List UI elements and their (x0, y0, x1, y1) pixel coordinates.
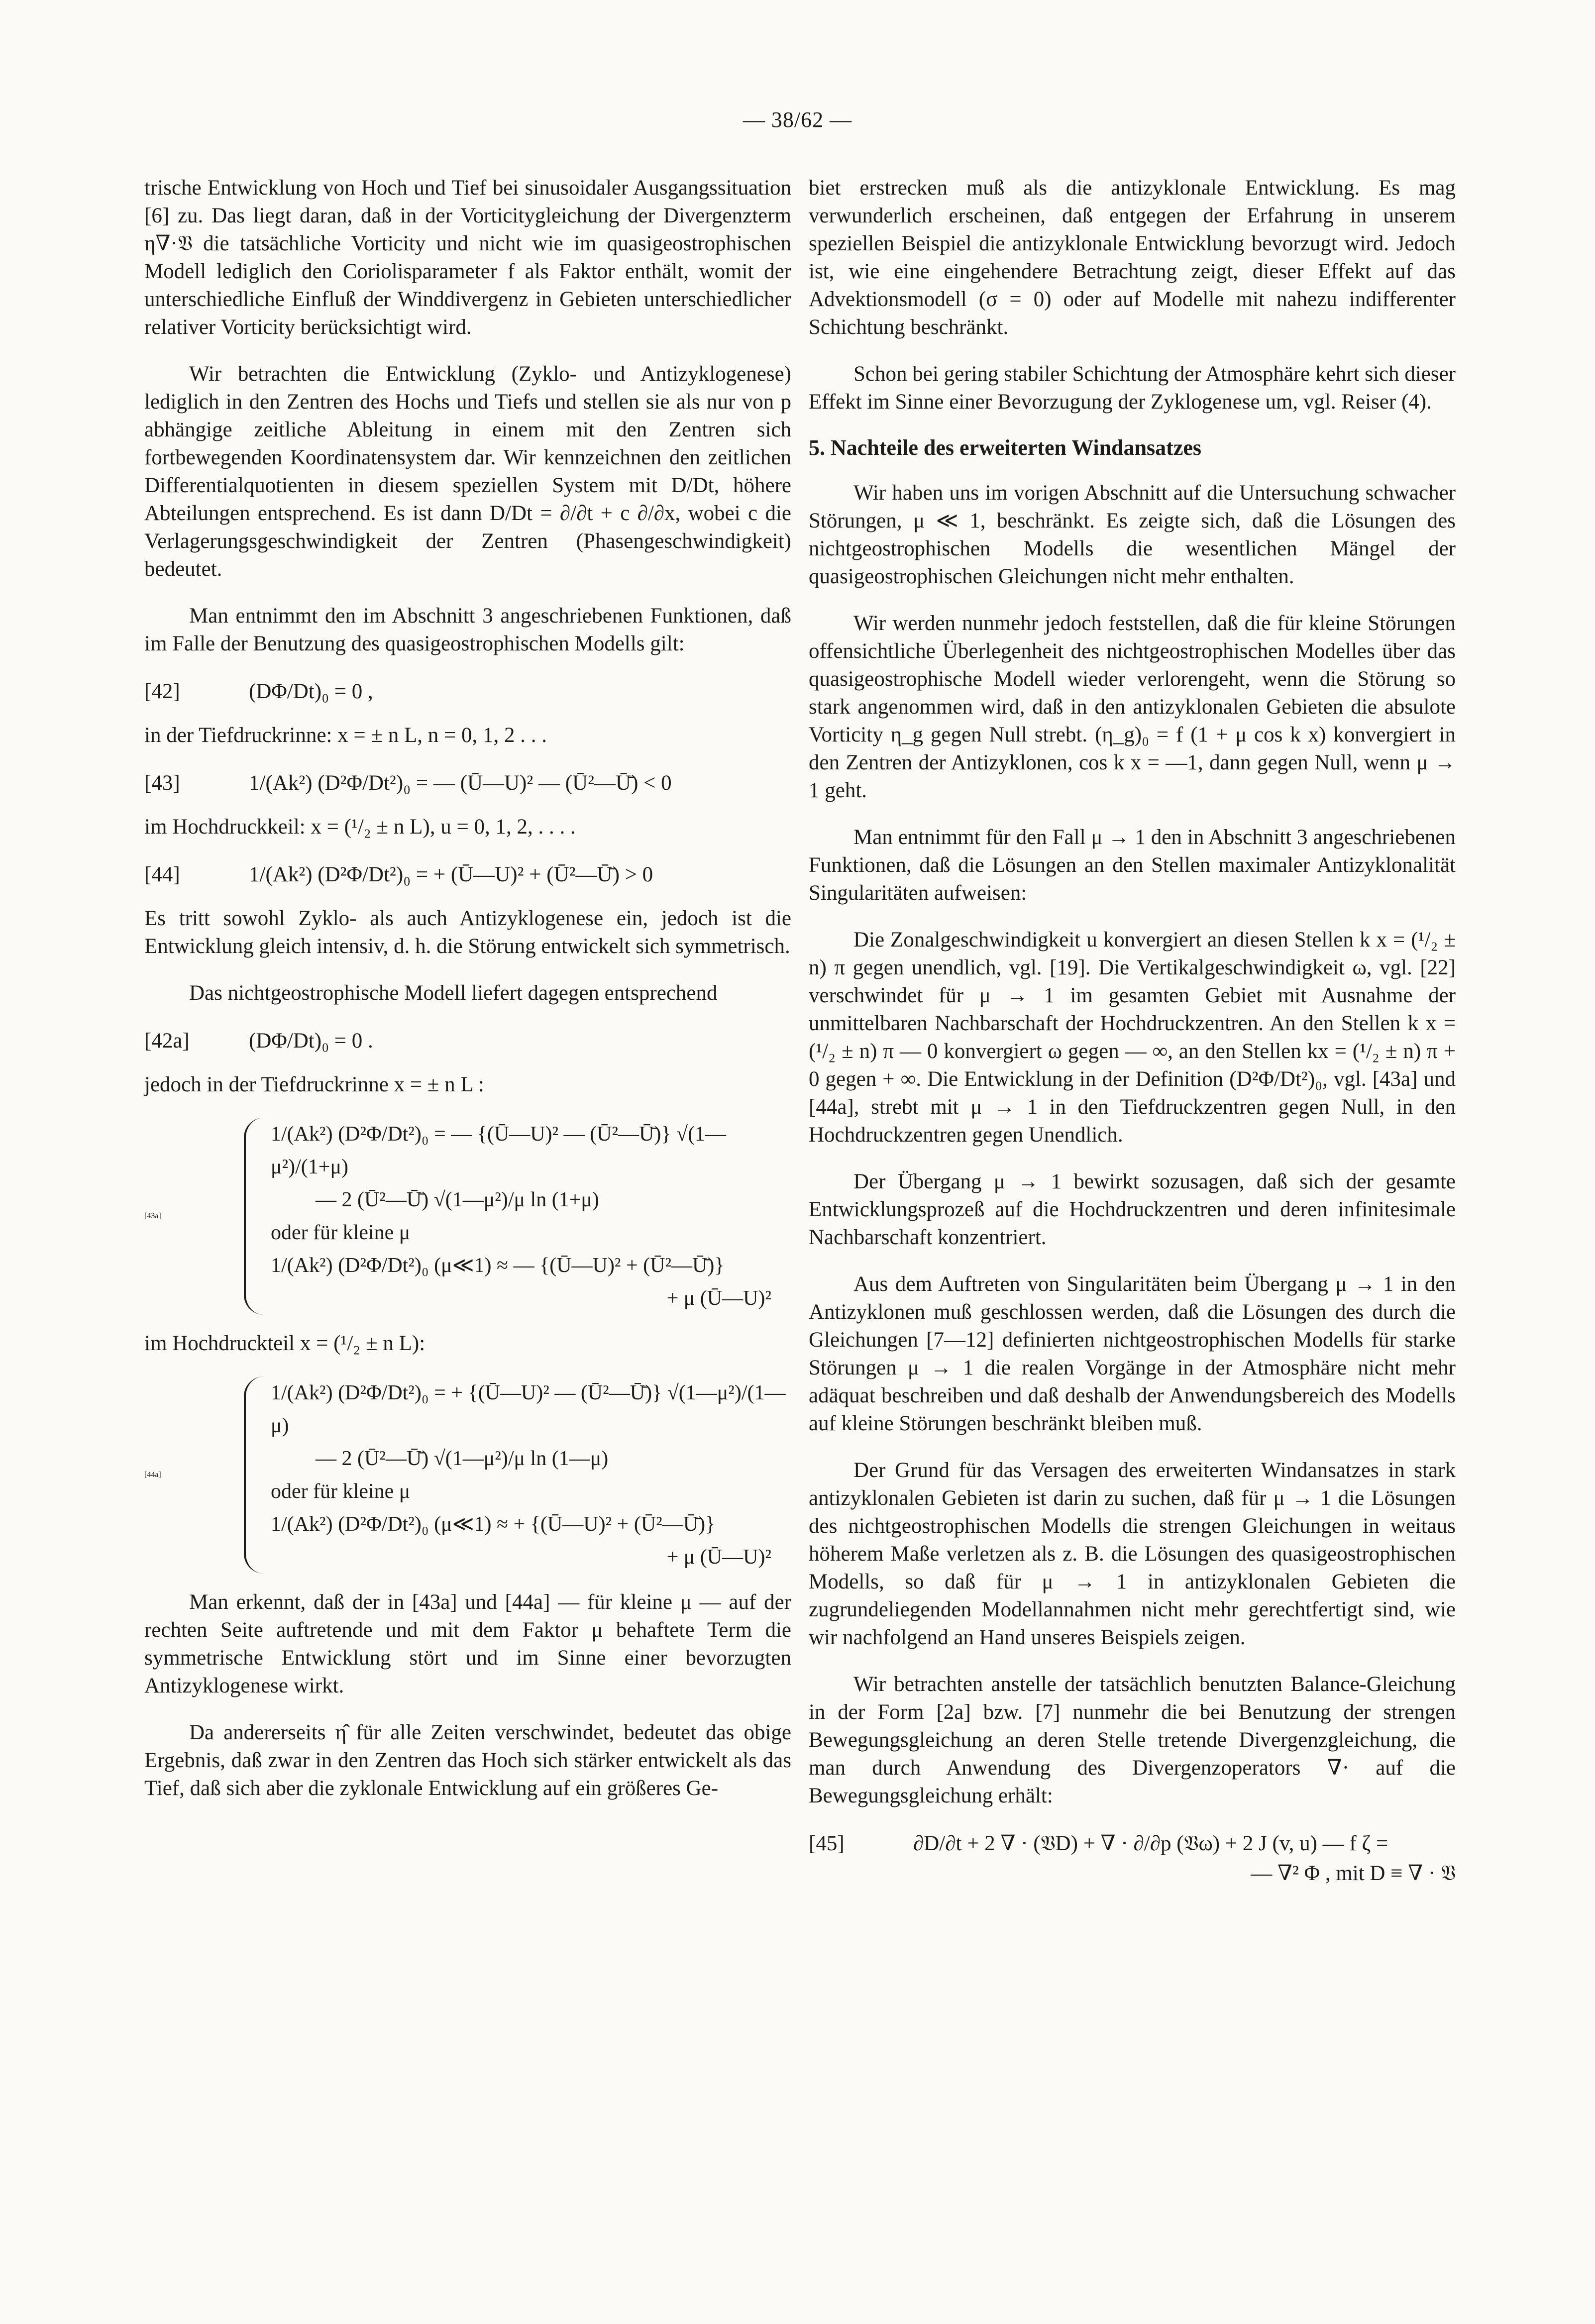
paragraph: Es tritt sowohl Zyklo- als auch Antizyklogenese ein, jedoch ist die Entwicklung gleich intensiv, d. h. die Störung entwickelt sich symmetrisch. (144, 907, 791, 958)
equation-43a (144, 1118, 791, 1315)
page-number: — 38/62 — (743, 107, 852, 132)
equation-line: 1/(Ak²) (D²Φ/Dt²)₀ = + {(Ū—U)² — (Ū²—Ū̄)} √(1—μ²)/(1—μ) (271, 1381, 786, 1437)
equation-line: + μ (Ū—U)² (666, 1546, 771, 1569)
paragraph: Wir werden nunmehr jedoch feststellen, daß die für kleine Störungen offensichtliche Überlegenheit des nichtgeostrophischen Modelles über das quasigeostrophische Modell wieder verlorengeht, wenn die Störung so stark angenommen wird, daß in den antizyklonalen Gebieten die absulote Vorticity η_g gegen Null strebt. (η_g)₀ = f (1 + μ cos k x) konvergiert in den Zentren der Antizyklonen, cos k x = —1, dann gegen Null, wenn μ → 1 geht. (809, 612, 1456, 802)
section-heading: 5. Nachteile des erweiterten Windansatzes (809, 435, 1202, 460)
paragraph: Aus dem Auftreten von Singularitäten beim Übergang μ → 1 in den Antizyklonen muß geschlossen werden, daß die Lösungen des durch die Gleichungen [7—12] definierten nichtgeostrophischen Modells für starke Störungen μ → 1 die realen Vorgänge in der Atmosphäre nicht mehr adäquat beschreiben und daß deshalb der Anwendungsbereich des Modells auf kleine Störungen beschränkt bleiben muß. (809, 1272, 1456, 1435)
equation-body (913, 1829, 1456, 1889)
equation-body: 1/(Ak²) (D²Φ/Dt²)₀ = + (Ū—U)² + (Ū²—Ū̄) > 0 (249, 863, 653, 886)
paragraph: Man erkennt, daß der in [43a] und [44a] — für kleine μ — auf der rechten Seite auftretende und mit dem Faktor μ behaftete Term die symmetrische Entwicklung stört und im Sinne einer bevorzugten Antizyklogenese wirkt. (144, 1590, 791, 1697)
paragraph: biet erstrecken muß als die antizyklonale Entwicklung. Es mag verwunderlich erscheinen, daß entgegen der Erfahrung in unserem speziellen Beispiel die antizyklonale Entwicklung bevorzugt wird. Jedoch ist, wie eine eingehendere Betrachtung zeigt, dieser Effekt auf das Advektionsmodell (σ = 0) oder auf Modelle mit nahezu indifferenter Schichtung beschränkt. (809, 176, 1456, 339)
paragraph: trische Entwicklung von Hoch und Tief bei sinusoidaler Ausgangssituation [6] zu. Das liegt daran, daß in der Vorticitygleichung der Divergenzterm η∇·𝔙 die tatsächliche Vorticity und nicht wie im quasigeostrophischen Modell lediglich den Coriolisparameter f als Faktor enthält, womit der unterschiedliche Einfluß der Winddivergenz in Gebieten unterschiedlicher relativer Vorticity berücksichtigt wird. (144, 176, 791, 339)
equation-number: [44a] (144, 1471, 161, 1479)
paragraph: Da andererseits η̂ für alle Zeiten verschwindet, bedeutet das obige Ergebnis, daß zwar in den Zentren das Hoch sich stärker entwickelt als das Tief, daß sich aber die zyklonale Entwicklung auf ein größeres Ge- (144, 1721, 791, 1800)
equation-43 (144, 768, 791, 803)
condition-line: jedoch in der Tiefdruckrinne x = ± n L : (144, 1073, 484, 1096)
left-column (144, 174, 791, 1821)
equation-line: + μ (Ū—U)² (666, 1287, 771, 1310)
paragraph: Der Grund für das Versagen des erweiterten Windansatzes in stark antizyklonalen Gebieten ist darin zu suchen, daß für μ → 1 die Lösungen des nichtgeostrophischen Modells die strengen Gleichungen in weitaus höherem Maße verletzen als z. B. die Lösungen des quasigeostrophischen Modells, so daß für μ → 1 in antizyklonalen Gebieten die zugrundeliegenden Modellannahmen nicht mehr gerechtfertigt sind, wie wir nachfolgend an Hand unseres Beispiels zeigen. (809, 1459, 1456, 1649)
paragraph: Der Übergang μ → 1 bewirkt sozusagen, daß sich der gesamte Entwicklungsprozeß auf die Hochdruckzentren und deren infinitesimale Nachbarschaft konzentriert. (809, 1170, 1456, 1249)
equation-system (244, 1118, 791, 1315)
equation-42a (144, 1026, 791, 1061)
paragraph: Man entnimmt den im Abschnitt 3 angeschriebenen Funktionen, daß im Falle der Benutzung des quasigeostrophischen Modells gilt: (144, 604, 791, 655)
equation-line: — 2 (Ū²—Ū̄) √(1—μ²)/μ ln (1—μ) (316, 1447, 609, 1470)
condition-line: im Hochdruckkeil: x = (¹/₂ ± n L), u = 0, 1, 2, . . . . (144, 815, 576, 839)
paragraph: Die Zonalgeschwindigkeit u konvergiert an diesen Stellen k x = (¹/₂ ± n) π gegen unendlich, vgl. [19]. Die Vertikalgeschwindigkeit ω, vgl. [22] verschwindet für μ → 1 im gesamten Gebiet mit Ausnahme der unmittelbaren Nachbarschaft der Hochdruckzentren. An den Stellen k x = (¹/₂ ± n) π — 0 konvergiert ω gegen — ∞, an den Stellen kx = (¹/₂ ± n) π + 0 gegen + ∞. Die Entwicklung in der Definition (D²Φ/Dt²)₀, vgl. [43a] und [44a], strebt mit μ → 1 in den Tiefdruckzentren gegen Null, in den Hochdruckzentren gegen Unendlich. (809, 928, 1456, 1147)
paragraph: Das nichtgeostrophische Modell liefert dagegen entsprechend (189, 981, 718, 1005)
equation-number: [43] (144, 771, 180, 795)
condition-line: in der Tiefdruckrinne: x = ± n L, n = 0, 1, 2 . . . (144, 724, 547, 747)
equation-system (244, 1376, 791, 1574)
paragraph: Man entnimmt für den Fall μ → 1 den in Abschnitt 3 angeschriebenen Funktionen, daß die Lösungen an den Stellen maximaler Antizyklonalität Singularitäten aufweisen: (809, 826, 1456, 905)
equation-number: [42a] (144, 1029, 190, 1053)
right-column (809, 174, 1456, 1899)
condition-line: im Hochdruckteil x = (¹/₂ ± n L): (144, 1332, 425, 1355)
equation-body: (DΦ/Dt)₀ = 0 , (249, 680, 373, 703)
equation-line: ∂D/∂t + 2 ∇ · (𝔙D) + ∇ · ∂/∂p (𝔙ω) + 2 J (v, u) — f ζ = (913, 1832, 1388, 1855)
paragraph: Wir betrachten die Entwicklung (Zyklo- und Antizyklogenese) lediglich in den Zentren des Hochs und Tiefs und stellen sie als nur von p abhängige zeitliche Ableitung in einem mit den Zentren sich fortbewegenden Koordinatensystem dar. Wir kennzeichnen den zeitlichen Differentialquotienten in diesem speziellen System mit D/Dt, höhere Abteilungen entsprechend. Es ist dann D/Dt = ∂/∂t + c ∂/∂x, wobei c die Verlagerungsgeschwindigkeit der Zentren (Phasengeschwindigkeit) bedeutet. (144, 362, 791, 581)
equation-line: 1/(Ak²) (D²Φ/Dt²)₀ = — {(Ū—U)² — (Ū²—Ū̄)} √(1—μ²)/(1+μ) (271, 1123, 727, 1178)
equation-number: [43a] (144, 1212, 161, 1220)
equation-45 (809, 1829, 1456, 1889)
equation-line: oder für kleine μ (271, 1221, 411, 1244)
paragraph: Schon bei gering stabiler Schichtung der Atmosphäre kehrt sich dieser Effekt im Sinne einer Bevorzugung der Zyklogenese um, vgl. Reiser (4). (809, 362, 1456, 414)
equation-line: 1/(Ak²) (D²Φ/Dt²)₀ (μ≪1) ≈ — {(Ū—U)² + (Ū²—Ū̄)} (271, 1254, 725, 1277)
equation-44a (144, 1376, 791, 1574)
equation-44 (144, 860, 791, 895)
equation-number: [42] (144, 680, 180, 703)
equation-number: [44] (144, 863, 180, 886)
equation-line: — ∇² Φ , mit D ≡ ∇ · 𝔙 (1251, 1862, 1456, 1885)
equation-line: oder für kleine μ (271, 1480, 411, 1503)
equation-body: 1/(Ak²) (D²Φ/Dt²)₀ = — (Ū—U)² — (Ū²—Ū̄) < 0 (249, 771, 672, 795)
equation-number: [45] (809, 1832, 845, 1855)
equation-line: 1/(Ak²) (D²Φ/Dt²)₀ (μ≪1) ≈ + {(Ū—U)² + (Ū²—Ū̄)} (271, 1513, 716, 1536)
equation-body: (DΦ/Dt)₀ = 0 . (249, 1029, 373, 1053)
paragraph: Wir betrachten anstelle der tatsächlich benutzten Balance-Gleichung in der Form [2a] bzw. [7] nunmehr die bei Benutzung der strengen Bewegungsgleichung an deren Stelle tretende Divergenzgleichung, die man durch Anwendung des Divergenzoperators ∇· auf die Bewegungsgleichung erhält: (809, 1673, 1456, 1807)
paragraph: Wir haben uns im vorigen Abschnitt auf die Untersuchung schwacher Störungen, μ ≪ 1, beschränkt. Es zeigte sich, daß die Lösungen des nichtgeostrophischen Modells die wesentlichen Mängel der quasigeostrophischen Gleichungen nicht mehr enthalten. (809, 481, 1456, 588)
equation-42 (144, 677, 791, 712)
equation-line: — 2 (Ū²—Ū̄) √(1—μ²)/μ ln (1+μ) (316, 1188, 599, 1211)
